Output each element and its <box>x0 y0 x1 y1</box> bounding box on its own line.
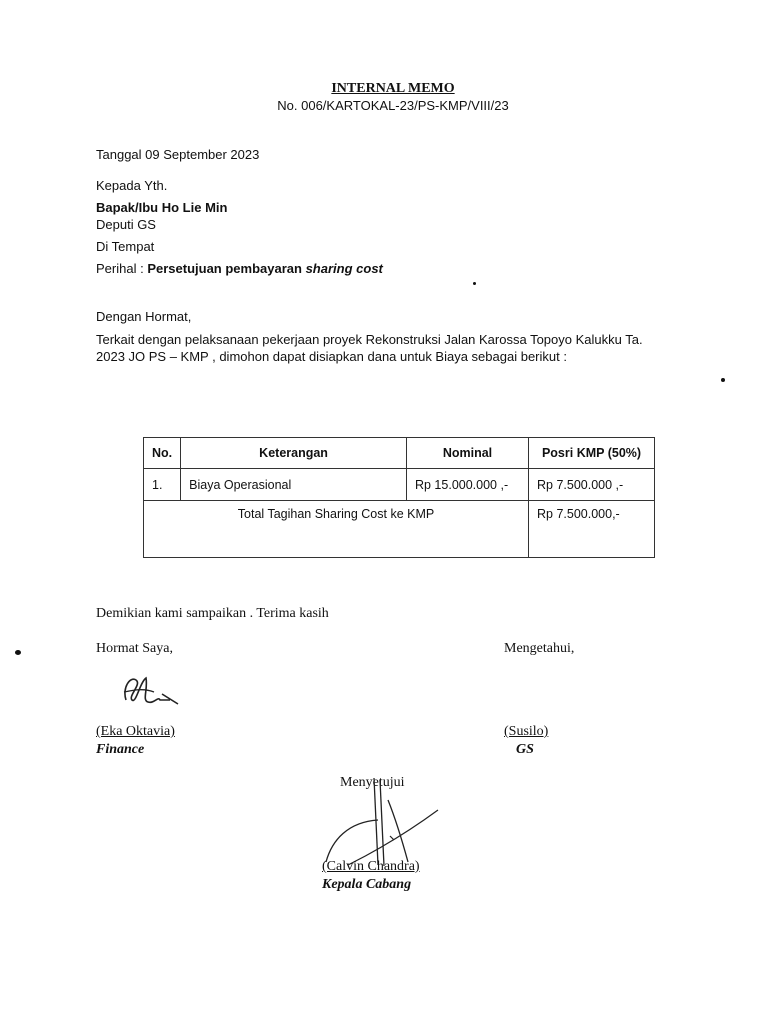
memo-title: INTERNAL MEMO <box>331 81 455 96</box>
cell-nominal: Rp 15.000.000 ,- <box>406 469 528 501</box>
recipient-position: Deputi GS <box>96 217 156 232</box>
left-signer-name: (Eka Oktavia) <box>96 724 175 739</box>
table-header-no: No. <box>144 438 181 469</box>
center-greeting: Menyetujui <box>340 775 405 790</box>
total-label: Total Tagihan Sharing Cost ke KMP <box>144 501 529 558</box>
closing-text: Demikian kami sampaikan . Terima kasih <box>96 606 329 621</box>
center-signer-name: (Calvin Chandra) <box>322 859 420 874</box>
cell-posri: Rp 7.500.000 ,- <box>529 469 655 501</box>
total-value: Rp 7.500.000,- <box>529 501 655 558</box>
memo-number: No. 006/KARTOKAL-23/PS-KMP/VIII/23 <box>277 98 509 113</box>
paragraph-line-1: Terkait dengan pelaksanaan pekerjaan proyek Rekonstruksi Jalan Karossa Topoyo Kalukku Ta. <box>96 332 643 347</box>
recipient-salutation: Kepada Yth. <box>96 178 168 193</box>
table-header-row <box>144 438 655 469</box>
table-total-row <box>144 501 655 558</box>
recipient-place: Di Tempat <box>96 239 155 254</box>
scan-speck <box>15 650 21 655</box>
cost-table <box>143 437 655 558</box>
signature-eka <box>118 670 188 710</box>
paragraph-line-2: 2023 JO PS – KMP , dimohon dapat disiapkan dana untuk Biaya sebagai berikut : <box>96 349 567 364</box>
greeting: Dengan Hormat, <box>96 309 192 324</box>
cell-no: 1. <box>144 469 181 501</box>
table-row <box>144 469 655 501</box>
date-line: Tanggal 09 September 2023 <box>96 147 260 162</box>
recipient-name: Bapak/Ibu Ho Lie Min <box>96 200 228 215</box>
scan-speck <box>721 378 725 382</box>
left-signer-role: Finance <box>96 742 145 757</box>
table-header-keterangan: Keterangan <box>181 438 407 469</box>
right-signer-name: (Susilo) <box>504 724 549 739</box>
subject-text: Persetujuan pembayaran <box>147 261 302 276</box>
body-paragraph <box>96 331 696 365</box>
table-header-posri: Posri KMP (50%) <box>529 438 655 469</box>
subject-line <box>96 261 383 276</box>
scan-speck <box>473 282 476 285</box>
subject-label: Perihal : <box>96 261 144 276</box>
right-greeting: Mengetahui, <box>504 641 575 656</box>
center-signer-role: Kepala Cabang <box>322 877 412 892</box>
cell-keterangan: Biaya Operasional <box>181 469 407 501</box>
table-header-nominal: Nominal <box>406 438 528 469</box>
right-signer-role: GS <box>516 742 534 757</box>
left-greeting: Hormat Saya, <box>96 641 173 656</box>
subject-italic: sharing cost <box>305 261 383 276</box>
